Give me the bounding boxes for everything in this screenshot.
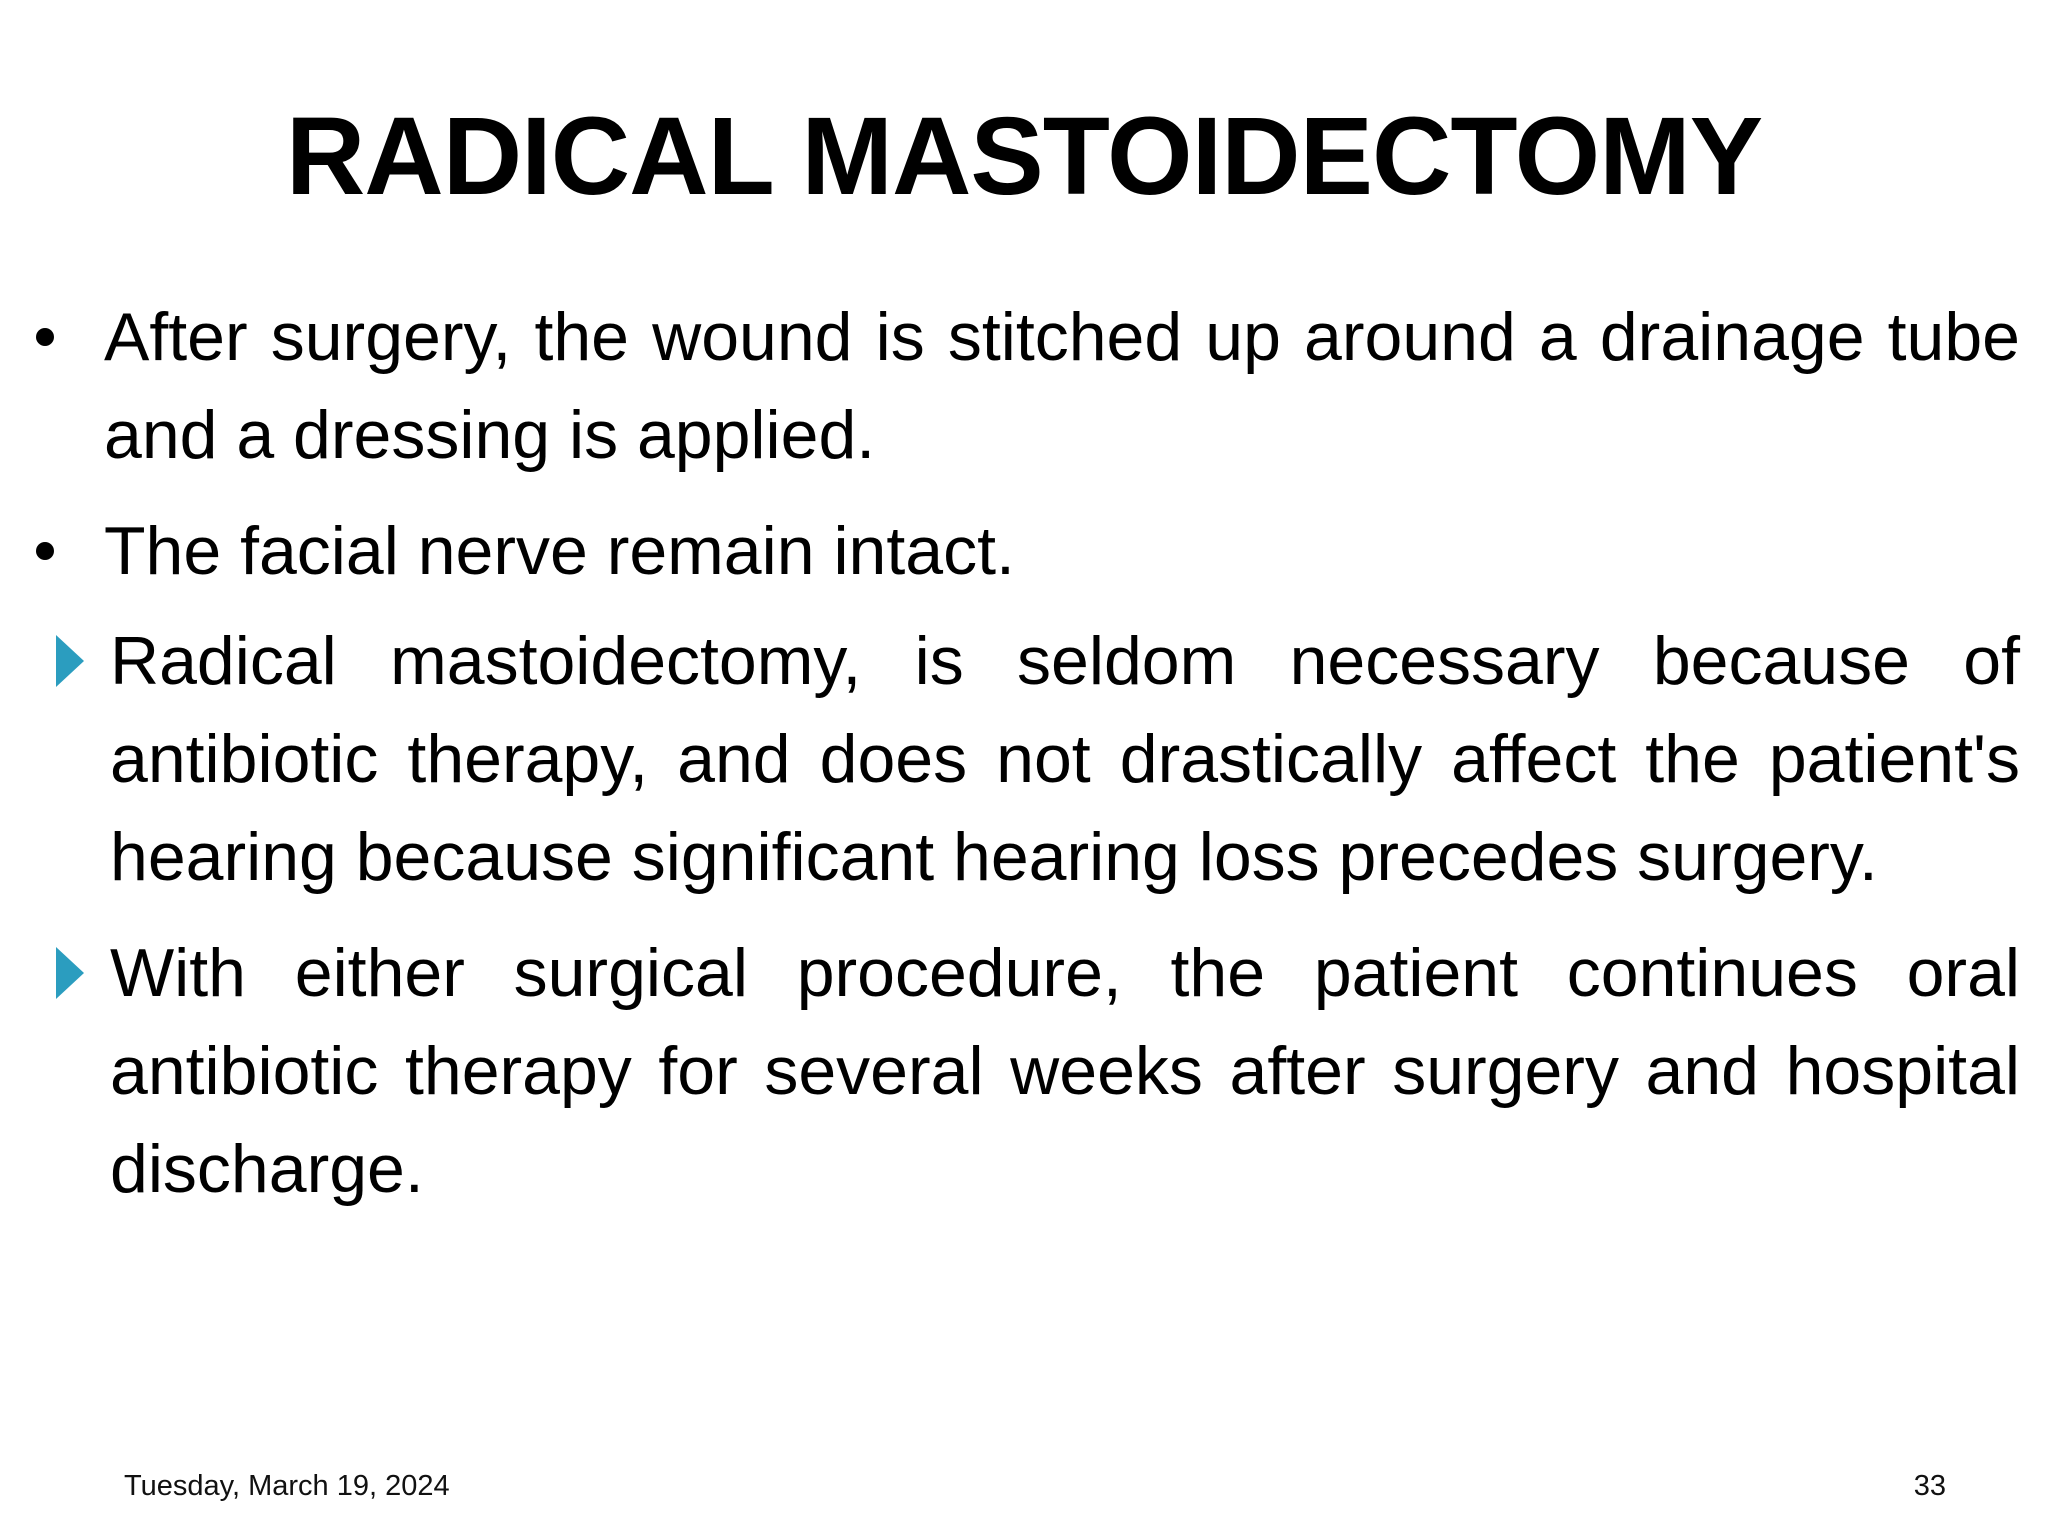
bullet-dot-icon [24,502,54,600]
slide-body [24,288,2020,1218]
bullet-dot-icon [24,288,54,386]
bullet-arrow-icon [24,612,84,710]
bullet-item [24,924,2020,1218]
bullet-arrow-icon [24,924,84,1022]
footer-date: Tuesday, March 19, 2024 [124,1470,450,1502]
bullet-text: Radical mastoidectomy, is seldom necessary because of antibiotic therapy, and does not drastically affect the patient's hearing because significant hearing loss precedes surgery. [110,623,2020,895]
slide-page-number: 33 [1913,1470,1946,1502]
bullet-text: After surgery, the wound is stitched up around a drainage tube and a dressing is applied. [104,299,2020,473]
bullet-item [24,612,2020,906]
slide-title: RADICAL MASTOIDECTOMY [285,95,1763,218]
bullet-item [24,288,2020,484]
bullet-item [24,502,2020,600]
bullet-text: With either surgical procedure, the patient continues oral antibiotic therapy for several weeks after surgery and hospital discharge. [110,935,2020,1207]
bullet-text: The facial nerve remain intact. [104,513,1015,589]
